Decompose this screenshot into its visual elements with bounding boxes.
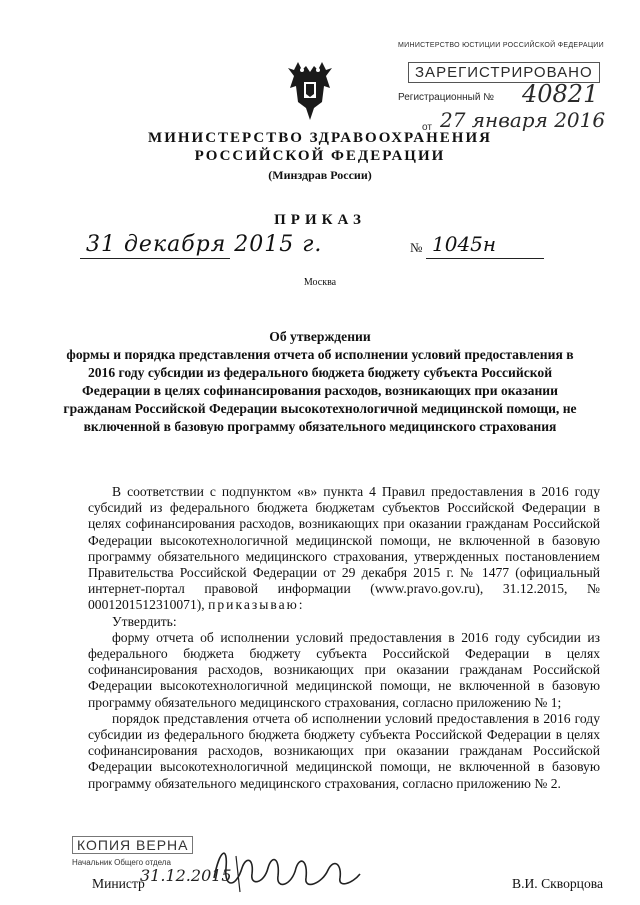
signature-icon (206, 838, 366, 898)
body-paragraph-4: порядок представления отчета об исполнении условий предоставления в 2016 году субсидии из федерального бюджета бюджету субъекта Российской Федерации в целях софинансирования расходов, возникающих при оказании гражданам Российской Федерации высокотехнологичной медицинской помощи, не включенной в базовую программу обязательного медицинского страхования, согласно приложению № 2. (88, 710, 600, 791)
ministry-name-line1: МИНИСТЕРСТВО ЗДРАВООХРАНЕНИЯ (148, 130, 492, 146)
ministry-name-line2: РОССИЙСКОЙ ФЕДЕРАЦИИ (194, 148, 446, 164)
order-date: 31 декабря 2015 г. (86, 232, 323, 257)
order-number: 1045н (432, 232, 497, 256)
certified-copy-label: КОПИЯ ВЕРНА (72, 836, 193, 854)
order-directive: приказываю: (208, 597, 305, 613)
body-paragraph-1 (88, 484, 600, 614)
stamp-ministry: МИНИСТЕРСТВО ЮСТИЦИИ РОССИЙСКОЙ ФЕДЕРАЦИИ (398, 42, 604, 49)
order-city: Москва (303, 277, 337, 288)
stamp-registered: ЗАРЕГИСТРИРОВАНО (408, 62, 600, 83)
stamp-reg-label: Регистрационный № (398, 92, 494, 103)
subject-text: формы и порядка представления отчета об исполнении условий предоставления в 2016 году субсидии из федерального бюджета бюджету субъекта Российской Федерации в целях софинансирования расходов, возникающих при оказании гражданам Российской Федерации высокотехнологичной медицинской помощи, не включенной в базовую программу обязательного медицинского страхования (63, 347, 577, 434)
body-paragraph-2: Утвердить: (112, 613, 177, 629)
stamp-reg-ot: от (422, 122, 432, 133)
signature-date: 31.12.2015 (140, 866, 232, 885)
ministry-abbreviation: (Минздрав России) (268, 168, 372, 182)
order-number-label: № (410, 240, 423, 255)
signatory-name: В.И. Скворцова (512, 876, 604, 891)
coat-of-arms-icon (284, 58, 336, 122)
order-date-underline (80, 258, 230, 259)
order-subject (60, 328, 580, 436)
order-body (88, 484, 600, 792)
minister-label: Министр (92, 876, 145, 891)
body-paragraph-1-text: В соответствии с подпунктом «в» пункта 4 Правил предоставления в 2016 году субсидий из федерального бюджета бюджетам субъектов Российской Федерации в целях софинансирования расходов, возникающих при оказании гражданам Российской Федерации высокотехнологичной медицинской помощи, не включенной в базовую программу обязательного медицинского страхования, утвержденных постановлением Правительства Российской Федерации от 29 декабря 2015 г. № 1477 (официальный интернет-портал правовой информации (www.pravo.gov.ru), 31.12.2015, № 0001201512310071), (88, 484, 600, 613)
order-number-underline (426, 258, 544, 259)
stamp-reg-date: 27 января 2016 (440, 108, 606, 132)
order-title: ПРИКАЗ (274, 212, 366, 228)
stamp-reg-number: 40821 (522, 80, 599, 108)
subject-line1: Об утверждении (269, 329, 371, 344)
certified-copy-sub: Начальник Общего отдела (72, 858, 171, 867)
body-paragraph-3: форму отчета об исполнении условий предоставления в 2016 году субсидии из федерального бюджета бюджету субъекта Российской Федерации в целях софинансирования расходов, возникающих при оказании гражданам Российской Федерации высокотехнологичной медицинской помощи, не включенной в базовую программу обязательного медицинского страхования, согласно приложению № 1; (88, 629, 600, 710)
